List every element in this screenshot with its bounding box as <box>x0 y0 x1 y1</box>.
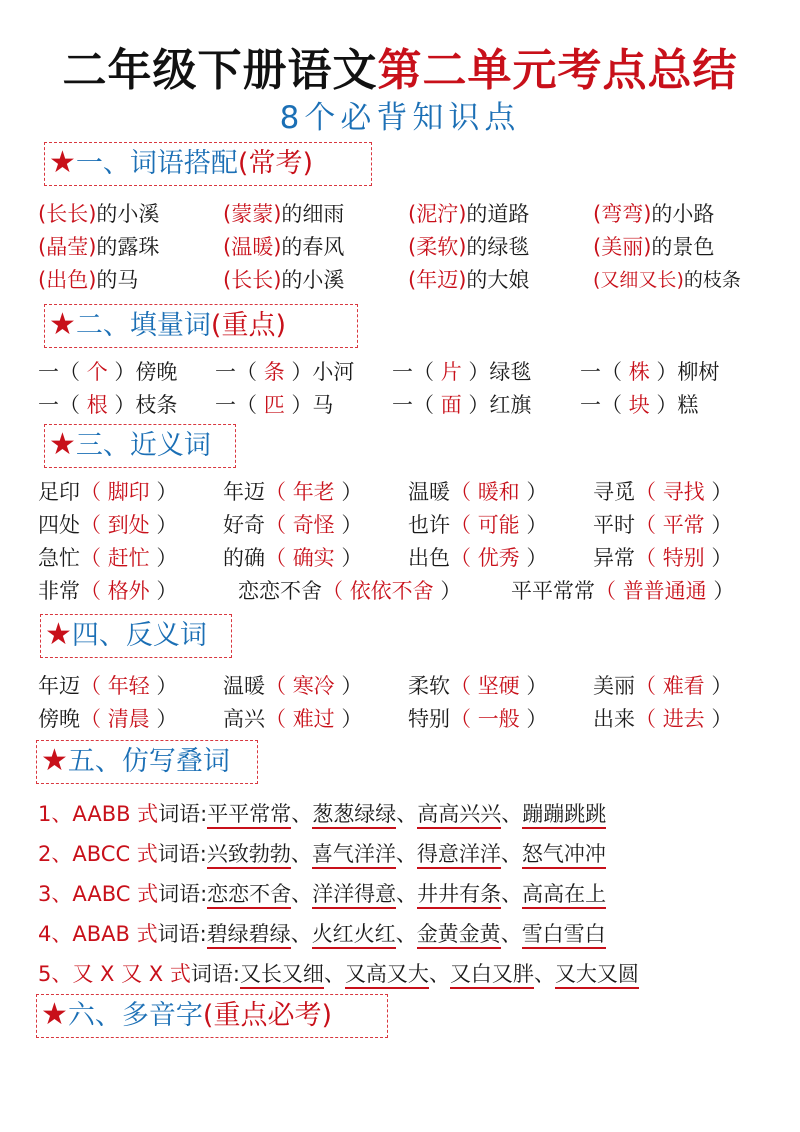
star-icon: ★ <box>49 145 76 180</box>
section-6-tag-close: ) <box>321 1000 332 1031</box>
s2-item: 一（ 根 ）枝条 <box>38 392 178 417</box>
s3-item: 异常（ 特别 ） <box>593 545 733 570</box>
s4-row <box>38 668 778 701</box>
section-1-tag-open: ( <box>237 148 249 179</box>
s3-item: 平平常常（ 普普通通 ） <box>511 578 735 603</box>
section-4-title: 四、反义词 <box>71 620 207 651</box>
pattern-row: 3、AABC 式词语:恋恋不舍、洋洋得意、井井有条、高高在上 <box>38 878 606 908</box>
s3-item: 非常（ 格外 ） <box>38 578 178 603</box>
section-6-header <box>36 994 388 1038</box>
s4-item: 高兴（ 难过 ） <box>223 706 363 731</box>
section-5-header <box>36 740 258 784</box>
star-icon: ★ <box>49 307 76 342</box>
section-4-header <box>40 614 232 658</box>
section-5-title: 五、仿写叠词 <box>67 746 230 777</box>
s2-item: 一（ 片 ）绿毯 <box>392 359 532 384</box>
star-icon: ★ <box>41 743 68 778</box>
s1-item: (出色)的马 <box>38 267 139 292</box>
s4-item: 傍晚（ 清晨 ） <box>38 706 178 731</box>
section-4-grid <box>38 668 778 734</box>
section-1-tag-close: ) <box>302 148 313 179</box>
s3-item: 平时（ 平常 ） <box>593 512 733 537</box>
star-icon: ★ <box>49 427 76 462</box>
title-part-red: 第二单元考点总结 <box>377 45 738 96</box>
s2-item: 一（ 株 ）柳树 <box>580 359 720 384</box>
pattern-row: 2、ABCC 式词语:兴致勃勃、喜气洋洋、得意洋洋、怒气冲冲 <box>38 838 606 868</box>
s3-item: 寻觅（ 寻找 ） <box>593 479 733 504</box>
pattern-row: 1、AABB 式词语:平平常常、葱葱绿绿、高高兴兴、蹦蹦跳跳 <box>38 798 606 828</box>
s1-item: (长长)的小溪 <box>223 267 345 292</box>
s4-item: 年迈（ 年轻 ） <box>38 673 178 698</box>
s1-item: (温暖)的春风 <box>223 234 345 259</box>
s1-item: (又细又长)的枝条 <box>593 269 741 291</box>
s3-row <box>38 474 778 507</box>
pattern-row: 5、又 X 又 X 式词语:又长又细、又高又大、又白又胖、又大又圆 <box>38 958 639 988</box>
s1-item: (蒙蒙)的细雨 <box>223 201 345 226</box>
s3-item: 足印（ 脚印 ） <box>38 479 178 504</box>
s3-item: 恋恋不舍（ 依依不舍 ） <box>238 578 462 603</box>
s2-item: 一（ 匹 ）马 <box>215 392 334 417</box>
s1-item: (晶莹)的露珠 <box>38 234 160 259</box>
s3-row <box>38 540 778 573</box>
s1-item: (柔软)的绿毯 <box>408 234 530 259</box>
s4-item: 美丽（ 难看 ） <box>593 673 733 698</box>
section-1-tag: 常考 <box>248 148 303 179</box>
s3-item: 的确（ 确实 ） <box>223 545 363 570</box>
s1-row <box>38 196 778 229</box>
s4-row <box>38 701 778 734</box>
s4-item: 温暖（ 寒冷 ） <box>223 673 363 698</box>
s1-item: (泥泞)的道路 <box>408 201 530 226</box>
s1-item: (年迈)的大娘 <box>408 267 530 292</box>
s3-item: 四处（ 到处 ） <box>38 512 178 537</box>
s2-item: 一（ 块 ）糕 <box>580 392 699 417</box>
s1-item: (弯弯)的小路 <box>593 201 715 226</box>
s3-item: 温暖（ 暖和 ） <box>408 479 548 504</box>
s3-item: 出色（ 优秀 ） <box>408 545 548 570</box>
section-1-grid <box>38 196 778 295</box>
page-title <box>0 34 800 98</box>
s1-item: (美丽)的景色 <box>593 234 715 259</box>
section-6-title: 六、多音字 <box>67 1000 203 1031</box>
section-2-header <box>44 304 358 348</box>
s3-item: 年迈（ 年老 ） <box>223 479 363 504</box>
star-icon: ★ <box>45 617 72 652</box>
page-subtitle: 8个必背知识点 <box>279 100 521 136</box>
s1-row <box>38 262 778 295</box>
section-2-tag: 重点 <box>221 310 276 341</box>
section-2-title: 二、填量词 <box>75 310 211 341</box>
title-part-black: 二年级下册语文 <box>62 45 378 96</box>
section-3-title: 三、近义词 <box>75 430 211 461</box>
s2-row <box>38 387 778 420</box>
section-1-title: 一、词语搭配 <box>75 148 238 179</box>
star-icon: ★ <box>41 997 68 1032</box>
section-6-tag-open: ( <box>202 1000 214 1031</box>
s4-item: 出来（ 进去 ） <box>593 706 733 731</box>
section-2-grid <box>38 354 778 420</box>
s2-item: 一（ 面 ）红旗 <box>392 392 532 417</box>
s3-item: 好奇（ 奇怪 ） <box>223 512 363 537</box>
section-3-header <box>44 424 236 468</box>
s1-item: (长长)的小溪 <box>38 201 160 226</box>
pattern-row: 4、ABAB 式词语:碧绿碧绿、火红火红、金黄金黄、雪白雪白 <box>38 918 606 948</box>
s2-item: 一（ 条 ）小河 <box>215 359 355 384</box>
s3-row <box>38 573 778 606</box>
s4-item: 特别（ 一般 ） <box>408 706 548 731</box>
section-6-tag: 重点必考 <box>213 1000 322 1031</box>
section-2-tag-close: ) <box>275 310 286 341</box>
s1-row <box>38 229 778 262</box>
s2-row <box>38 354 778 387</box>
section-2-tag-open: ( <box>210 310 222 341</box>
s2-item: 一（ 个 ）傍晚 <box>38 359 178 384</box>
s3-item: 也许（ 可能 ） <box>408 512 548 537</box>
s4-item: 柔软（ 坚硬 ） <box>408 673 548 698</box>
s3-row <box>38 507 778 540</box>
section-3-grid <box>38 474 778 606</box>
section-1-header <box>44 142 372 186</box>
s3-item: 急忙（ 赶忙 ） <box>38 545 178 570</box>
